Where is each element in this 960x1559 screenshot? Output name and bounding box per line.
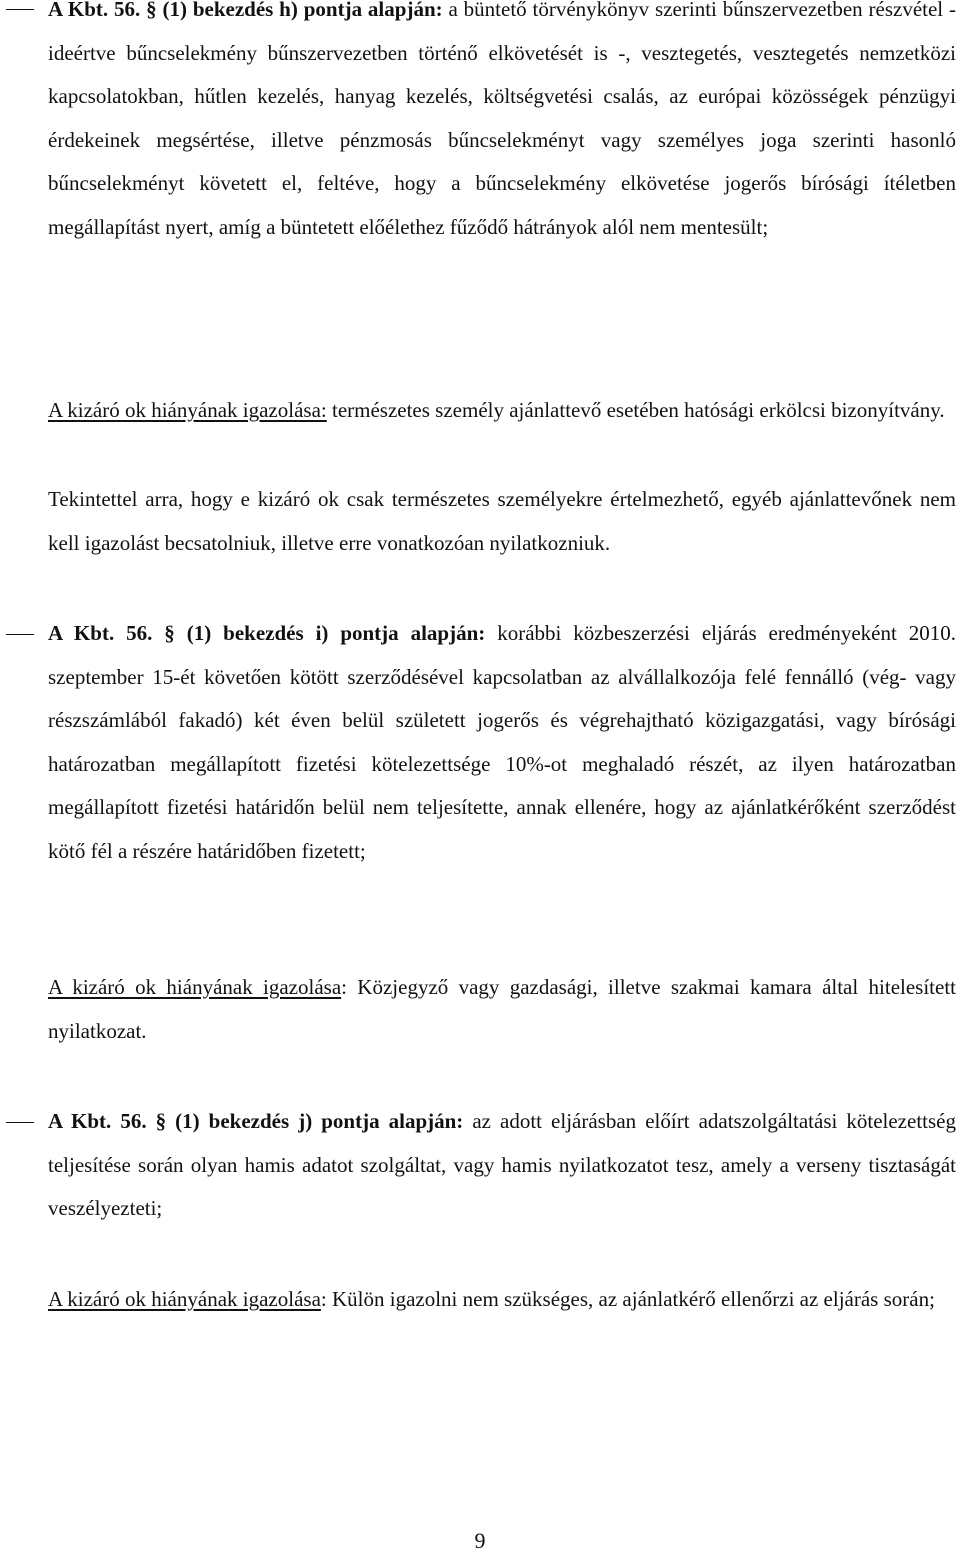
dash-bullet <box>6 1122 34 1123</box>
proof-label: A kizáró ok hiányának igazolása <box>48 975 342 999</box>
paragraph-j <box>48 1100 956 1231</box>
proof-label: A kizáró ok hiányának igazolása <box>48 1287 321 1311</box>
paragraph-heading: A Kbt. 56. § (1) bekezdés j) pontja alapján: <box>48 1109 464 1133</box>
paragraph-h <box>48 0 956 249</box>
paragraph-heading: A Kbt. 56. § (1) bekezdés h) pontja alapján: <box>48 0 443 21</box>
proof-h <box>48 389 956 433</box>
proof-text: : Közjegyző vagy gazdasági, illetve szakmai kamara által hitelesített nyilatkozat. <box>48 975 956 1043</box>
proof-j <box>48 1278 956 1322</box>
paragraph-body: az adott eljárásban előírt adatszolgáltatási kötelezettség teljesítése során olyan hamis adatot szolgáltat, vagy hamis nyilatkozatot tesz, amely a verseny tisztaságát veszélyezteti; <box>48 1109 956 1220</box>
note-text: Tekintettel arra, hogy e kizáró ok csak természetes személyekre értelmezhető, egyéb ajánlattevőnek nem kell igazolást becsatolniuk, illetve erre vonatkozóan nyilatkozniuk. <box>48 487 956 555</box>
paragraph-heading: A Kbt. 56. § (1) bekezdés i) pontja alapján: <box>48 621 486 645</box>
proof-label: A kizáró ok hiányának igazolása: <box>48 398 327 422</box>
dash-bullet <box>6 9 34 10</box>
dash-bullet <box>6 634 34 635</box>
paragraph-body: a büntető törvénykönyv szerinti bűnszervezetben részvétel - ideértve bűncselekmény bűnszervezetben történő elkövetését is -, vesztegetés, vesztegetés nemzetközi kapcsolatokban, hűtlen kezelés, hanyag kezelés, költségvetési csalás, az európai közösségek pénzügyi érdekeinek megsértése, illetve pénzmosás bűncselekményt vagy személyes joga szerinti hasonló bűncselekményt követett el, feltéve, hogy a bűncselekmény elkövetése jogerős bírósági ítéletben megállapítást nyert, amíg a büntetett előélethez fűződő hátrányok alól nem mentesült; <box>48 0 956 239</box>
proof-text: : Külön igazolni nem szükséges, az ajánlatkérő ellenőrzi az eljárás során; <box>320 1287 935 1311</box>
paragraph-body: korábbi közbeszerzési eljárás eredményeként 2010. szeptember 15-ét követően kötött szerződésével kapcsolatban az alvállalkozója felé fennálló (vég- vagy részszámlából fakadó) két éven belül született jogerős és végrehajtható közigazgatási, vagy bírósági határozatban megállapított fizetési kötelezettsége 10%-ot meghaladó részét, az ilyen határozatban megállapított fizetési határidőn belül nem teljesítette, annak ellenére, hogy az ajánlatkérőként szerződést kötő fél a részére határidőben fizetett; <box>48 621 956 863</box>
proof-text: természetes személy ajánlattevő esetében hatósági erkölcsi bizonyítvány. <box>326 398 945 422</box>
note-h <box>48 478 956 565</box>
proof-i <box>48 966 956 1053</box>
paragraph-i <box>48 612 956 873</box>
page-number: 9 <box>474 1528 486 1553</box>
